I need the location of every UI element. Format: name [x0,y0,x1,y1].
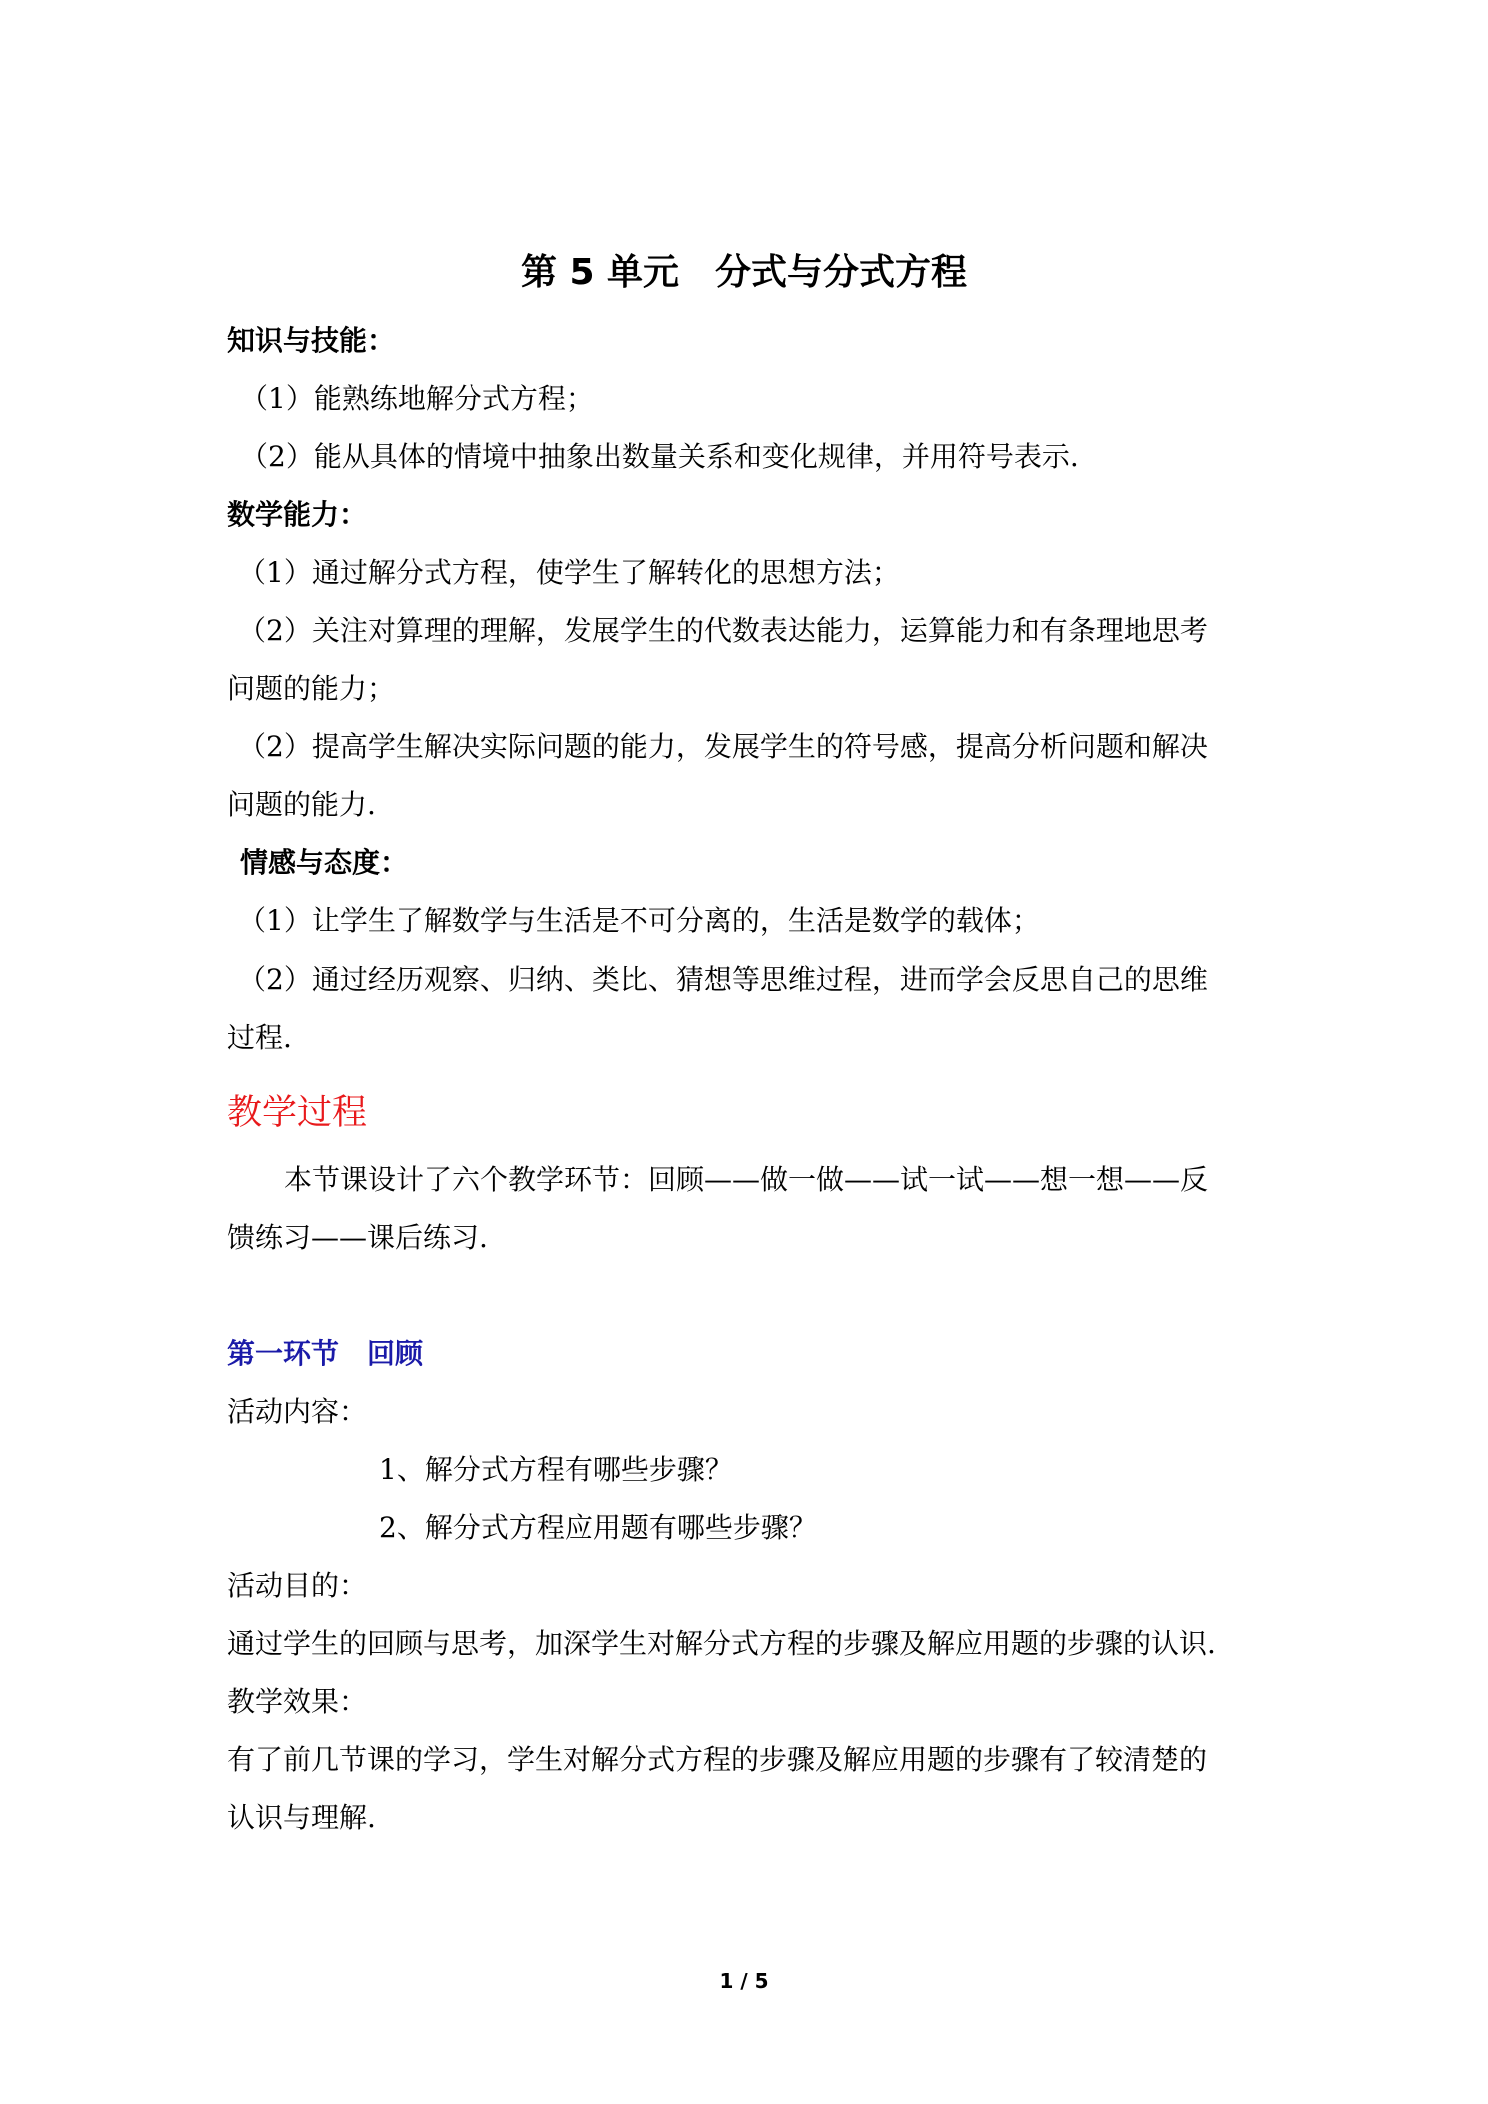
attitude-item-1: （1）让学生了解数学与生活是不可分离的，生活是数学的载体； [238,904,1040,937]
activity-content-label: 活动内容： [227,1395,368,1428]
page-title: 第 5 单元 分式与分式方程 [520,252,968,293]
attitude-item-2: （2）通过经历观察、归纳、类比、猜想等思维过程，进而学会反思自己的思维 [238,963,1208,996]
teaching-effect-line-2: 认识与理解. [227,1801,376,1834]
math-ability-item-3-cont: 问题的能力. [227,788,376,821]
teaching-effect-label: 教学效果： [227,1685,368,1718]
knowledge-heading: 知识与技能： [227,324,396,357]
teaching-process-heading: 教学过程 [227,1093,368,1133]
teaching-effect-line-1: 有了前几节课的学习，学生对解分式方程的步骤及解应用题的步骤有了较清楚的 [227,1743,1208,1776]
attitude-heading: 情感与态度： [240,846,409,879]
activity-goal-label: 活动目的： [227,1569,368,1602]
math-ability-item-2: （2）关注对算理的理解，发展学生的代数表达能力，运算能力和有条理地思考 [238,614,1208,647]
knowledge-item-1: （1）能熟练地解分式方程； [240,382,594,415]
activity-question-2: 2、解分式方程应用题有哪些步骤？ [379,1511,817,1544]
section-1-heading: 第一环节 回顾 [227,1337,424,1370]
page-number: 1 / 5 [719,1969,769,1993]
attitude-item-2-cont: 过程. [227,1021,292,1054]
activity-question-1: 1、解分式方程有哪些步骤？ [379,1453,733,1486]
math-ability-item-3: （2）提高学生解决实际问题的能力，发展学生的符号感，提高分析问题和解决 [238,730,1208,763]
knowledge-item-2: （2）能从具体的情境中抽象出数量关系和变化规律，并用符号表示. [240,440,1079,473]
process-intro-line-1: 本节课设计了六个教学环节：回顾——做一做——试一试——想一想——反 [284,1163,1209,1196]
activity-goal-text: 通过学生的回顾与思考，加深学生对解分式方程的步骤及解应用题的步骤的认识. [227,1627,1216,1660]
math-ability-heading: 数学能力： [227,498,368,531]
math-ability-item-2-cont: 问题的能力； [227,672,396,705]
process-intro-line-2: 馈练习——课后练习. [227,1221,488,1254]
math-ability-item-1: （1）通过解分式方程，使学生了解转化的思想方法； [238,556,900,589]
